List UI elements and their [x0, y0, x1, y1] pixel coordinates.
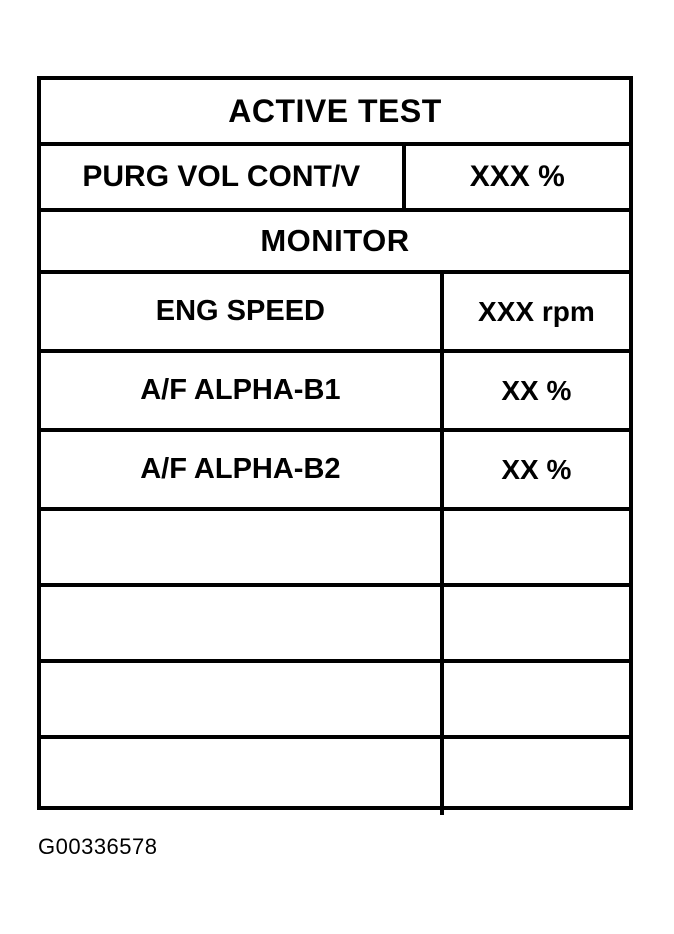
monitor-header-label: MONITOR: [260, 223, 410, 258]
monitor-row-label: [41, 663, 444, 735]
monitor-row-value: [444, 663, 629, 735]
monitor-row-label: [41, 587, 444, 659]
active-test-screen: [37, 76, 633, 810]
monitor-row-value: XXX rpm: [478, 295, 595, 327]
monitor-row: [41, 739, 629, 815]
screen-title: ACTIVE TEST: [228, 92, 442, 129]
monitor-row: [41, 587, 629, 663]
monitor-row-value: [444, 511, 629, 583]
active-test-parameter-label: PURG VOL CONT/V: [41, 146, 406, 208]
monitor-row-label: [41, 739, 444, 815]
monitor-row-value: XX %: [501, 374, 572, 406]
monitor-row-label: A/F ALPHA-B2: [41, 432, 444, 507]
active-test-parameter-value: XXX %: [469, 160, 565, 193]
monitor-row: [41, 353, 629, 432]
monitor-row: [41, 274, 629, 353]
monitor-row-label: [41, 511, 444, 583]
monitor-header-row: [41, 212, 629, 274]
active-test-parameter-row: [41, 146, 629, 212]
monitor-row: [41, 432, 629, 511]
monitor-row-value: [444, 739, 629, 815]
monitor-row: [41, 663, 629, 739]
monitor-row-label: A/F ALPHA-B1: [41, 353, 444, 428]
monitor-row-label: ENG SPEED: [41, 274, 444, 349]
screen-title-row: [41, 80, 629, 146]
monitor-row-value: XX %: [501, 453, 572, 485]
monitor-row: [41, 511, 629, 587]
monitor-row-value: [444, 587, 629, 659]
figure-caption: G00336578: [38, 834, 158, 859]
